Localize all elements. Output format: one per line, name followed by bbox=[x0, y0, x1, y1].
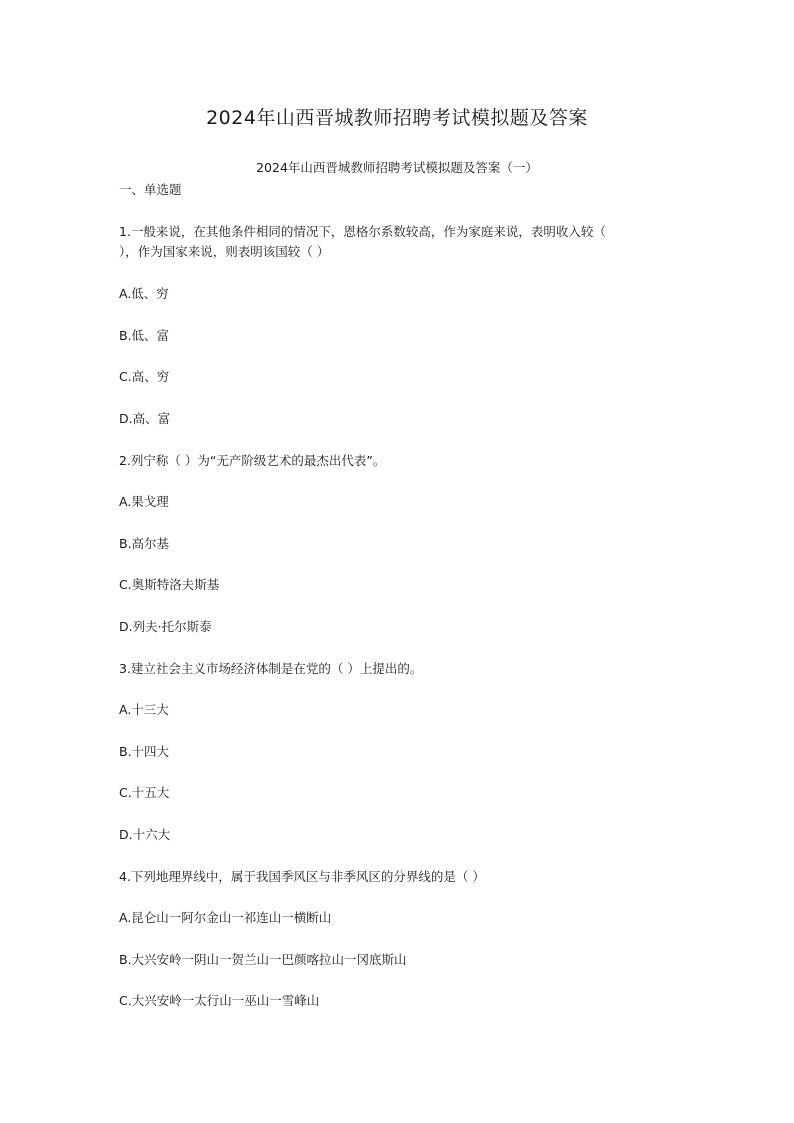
question-4-option-c: C.大兴安岭一太行山一巫山一雪峰山 bbox=[119, 993, 320, 1008]
question-1-option-c: C.高、穷 bbox=[119, 369, 170, 384]
question-2-option-c: C.奥斯特洛夫斯基 bbox=[119, 577, 220, 592]
question-3-option-d: D.十六大 bbox=[119, 827, 171, 842]
document-title: 2024年山西晋城教师招聘考试模拟题及答案 bbox=[206, 107, 588, 129]
question-3-option-a: A.十三大 bbox=[119, 702, 169, 717]
question-4-stem: 4.下列地理界线中，属于我国季风区与非季风区的分界线的是（ ） bbox=[119, 869, 485, 884]
question-2-stem: 2.列宁称（ ）为“无产阶级艺术的最杰出代表”。 bbox=[119, 453, 386, 468]
document-subtitle: 2024年山西晋城教师招聘考试模拟题及答案（一） bbox=[256, 160, 538, 175]
question-1-option-d: D.高、富 bbox=[119, 411, 171, 426]
question-2-option-a: A.果戈理 bbox=[119, 494, 169, 509]
question-4-option-a: A.昆仑山一阿尔金山一祁连山一横断山 bbox=[119, 910, 332, 925]
question-1-stem-line-1: 1.一般来说，在其他条件相同的情况下，恩格尔系数较高，作为家庭来说，表明收入较（ bbox=[119, 224, 606, 239]
question-2-option-b: B.高尔基 bbox=[119, 536, 170, 551]
question-2-option-d: D.列夫·托尔斯泰 bbox=[119, 619, 212, 634]
question-4-option-b: B.大兴安岭一阴山一贺兰山一巴颜喀拉山一冈底斯山 bbox=[119, 952, 407, 967]
question-1-stem-line-2: ），作为国家来说，则表明该国较（ ） bbox=[119, 244, 330, 259]
question-1-option-a: A.低、穷 bbox=[119, 286, 169, 301]
question-3-option-c: C.十五大 bbox=[119, 785, 170, 800]
question-3-stem: 3.建立社会主义市场经济体制是在党的（ ）上提出的。 bbox=[119, 661, 423, 676]
question-1-option-b: B.低、富 bbox=[119, 328, 170, 343]
question-3-option-b: B.十四大 bbox=[119, 744, 170, 759]
section-heading: 一、单选题 bbox=[119, 182, 182, 197]
